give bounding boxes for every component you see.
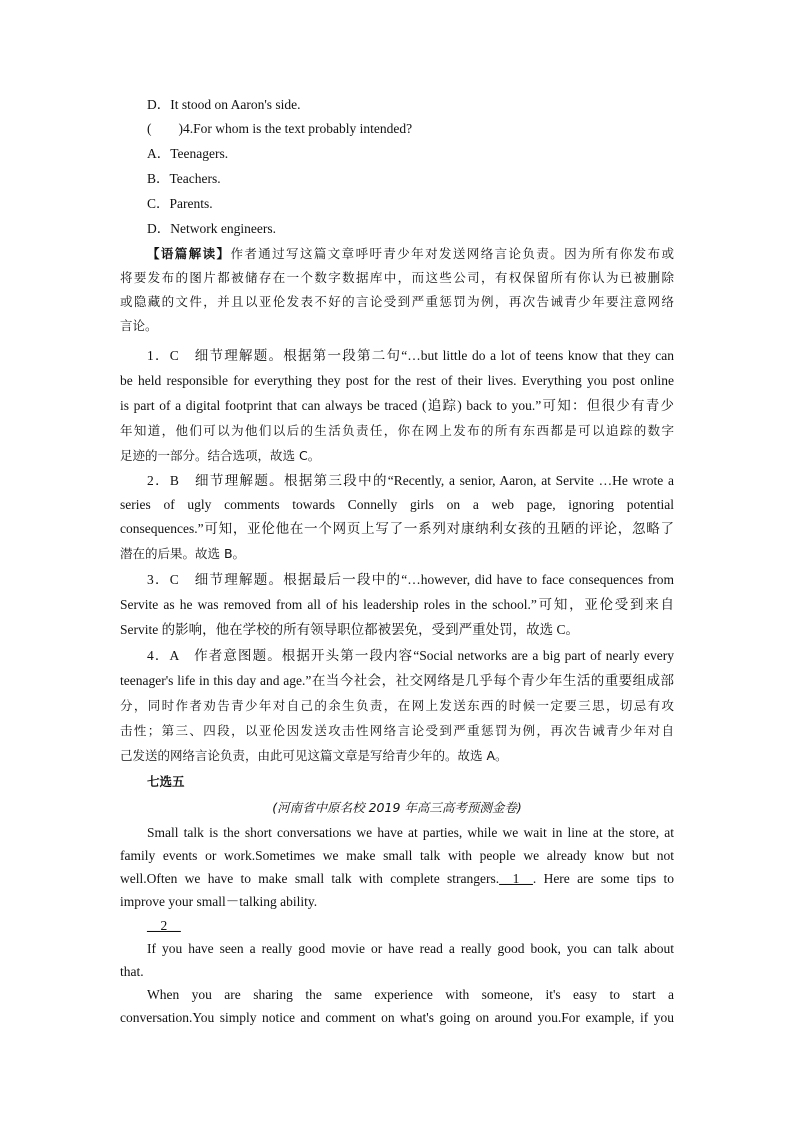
answer-4-line-4: 击性；第三、四段，以亚伦因发送攻击性网络言论受到严重惩罚为例，再次告诫青少年对自 [120, 723, 674, 738]
answer-1-line-2: be held responsible for everything they post for the rest of their lives. Everything you post online [120, 373, 674, 388]
passage-p3-line-1: When you are sharing the same experience with someone, it's easy to start a [147, 987, 674, 1002]
q4-option-b: B．Teachers. [147, 171, 221, 186]
answer-4-line-2: teenager's life in this day and age.”在当今社会，社交网络是几乎每个青少年生活的重要组成部 [120, 673, 674, 688]
passage-p1-line-4: improve your small－talking ability. [120, 894, 318, 909]
answer-3-line-2: Servite as he was removed from all of his leadership roles in the school.”可知，亚伦受到来自 [120, 597, 674, 612]
answer-3-line-3: Servite 的影响，他在学校的所有领导职位都被罢免，受到严重处罚，故选 C。 [120, 622, 579, 637]
passage-p1-line-3: well.Often we have to make small talk with complete strangers.__1__. Here are some tips to [120, 871, 674, 886]
answer-1-line-1: 1．C 细节理解题。根据第一段第二句“…but little do a lot of teens know that they can [147, 348, 674, 363]
q4-option-c: C．Parents. [147, 196, 213, 211]
q3-option-d: D．It stood on Aaron's side. [147, 97, 301, 112]
answer-4-line-3: 分，同时作者劝告青少年对自己的余生负责，在网上发送东西的时候一定要三思，切忌有攻 [120, 698, 674, 713]
q4-stem: ( )4.For whom is the text probably intended? [147, 121, 413, 136]
passage-p3-line-2: conversation.You simply notice and comment on what's going on around you.For example, if you [120, 1010, 674, 1025]
answer-1-line-5: 足迹的一部分。结合选项，故选 C。 [120, 448, 321, 463]
analysis-label: 【语篇解读】 [147, 246, 231, 261]
answer-2-line-4: 潜在的后果。故选 B。 [120, 546, 246, 561]
passage-p2-line-1: If you have seen a really good movie or have read a really good book, you can talk about [147, 941, 674, 956]
blank-2: __2__ [147, 918, 181, 933]
section-title: 七选五 [147, 774, 185, 789]
section-source: (河南省中原名校 2019 年高三高考预测金卷) [272, 800, 522, 815]
q4-option-d: D．Network engineers. [147, 221, 276, 236]
passage-p1-line-2: family events or work.Sometimes we make small talk with people we already know but not [120, 848, 674, 863]
answer-4-line-5: 己发送的网络言论负责，由此可见这篇文章是写给青少年的。故选 A。 [120, 748, 508, 763]
analysis-line-4: 言论。 [120, 318, 158, 333]
analysis-line-2: 将要发布的图片都被储存在一个数字数据库中，而这些公司，有权保留所有你认为已被删除 [120, 270, 674, 285]
analysis-line-1: 【语篇解读】作者通过写这篇文章呼吁青少年对发送网络言论负责。因为所有你发布或 [147, 246, 674, 261]
passage-p1-line-1: Small talk is the short conversations we have at parties, while we wait in line at the store, at [147, 825, 674, 840]
answer-2-line-2: series of ugly comments towards Connelly girls on a web page, ignoring potential [120, 497, 674, 512]
answer-2-line-1: 2．B 细节理解题。根据第三段中的“Recently, a senior, Aaron, at Servite …He wrote a [147, 473, 674, 488]
answer-1-line-3: is part of a digital footprint that can always be traced (追踪) back to you.”可知：但很少有青少 [120, 398, 674, 413]
passage-p2-line-2: that. [120, 964, 144, 979]
answer-3-line-1: 3．C 细节理解题。根据最后一段中的“…however, did have to face consequences from [147, 572, 674, 587]
blank-1: __1__ [499, 871, 533, 886]
analysis-line-3: 或隐藏的文件，并且以亚伦发表不好的言论受到严重惩罚为例，再次告诫青少年要注意网络 [120, 294, 674, 309]
answer-4-line-1: 4．A 作者意图题。根据开头第一段内容“Social networks are a big part of nearly every [147, 648, 674, 663]
q4-option-a: A．Teenagers. [147, 146, 229, 161]
answer-2-line-3: consequences.”可知，亚伦他在一个网页上写了一系列对康纳利女孩的丑陋的评论，忽略了 [120, 521, 674, 536]
answer-1-line-4: 年知道，他们可以为他们以后的生活负责任，你在网上发布的所有东西都是可以追踪的数字 [120, 423, 674, 438]
